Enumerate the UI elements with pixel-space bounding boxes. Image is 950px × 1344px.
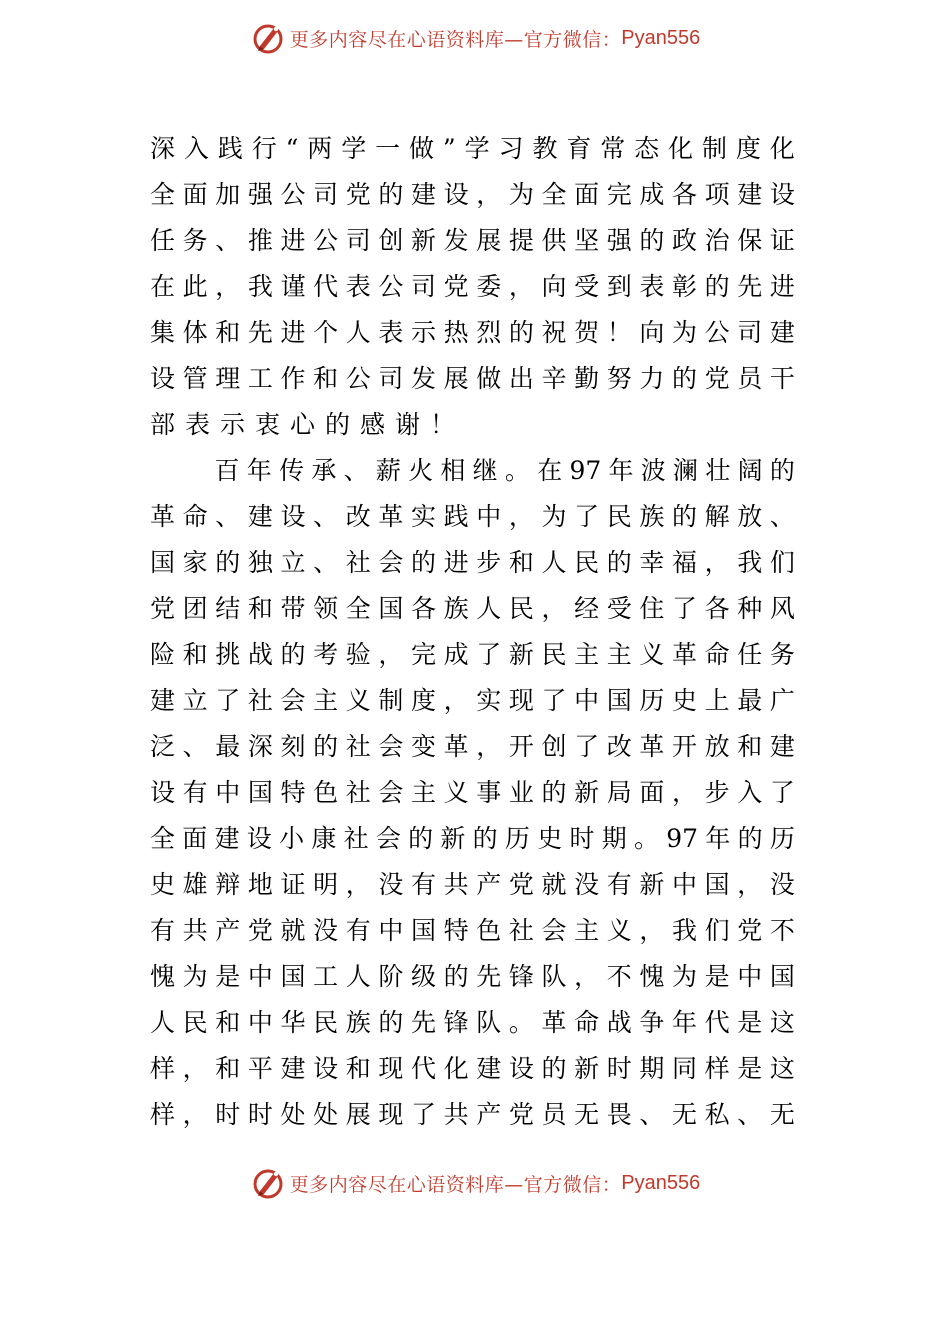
text-line: 史 雄 辩 地 证 明 ， 没 有 共 产 党 就 没 有 新 中 国 ， 没 — [150, 870, 795, 899]
text-line: 部表示衷心的感谢！ — [150, 410, 466, 439]
text-line: 人 民 和 中 华 民 族 的 先 锋 队 。 革 命 战 争 年 代 是 这 — [150, 1008, 795, 1037]
text-line: 全 面 加 强 公 司 党 的 建 设 ， 为 全 面 完 成 各 项 建 设 — [150, 180, 795, 209]
text-line: 党 团 结 和 带 领 全 国 各 族 人 民 ， 经 受 住 了 各 种 风 — [150, 594, 795, 623]
document-body — [150, 126, 795, 1138]
header-banner-text: 更多内容尽在心语资料库—官方微信： — [289, 28, 622, 51]
text-line: 百 年 传 承 、 薪 火 相 继 。 在 97 年 波 澜 壮 阔 的 — [214, 456, 795, 485]
text-line: 愧 为 是 中 国 工 人 阶 级 的 先 锋 队 ， 不 愧 为 是 中 国 — [150, 962, 795, 991]
text-line: 有 共 产 党 就 没 有 中 国 特 色 社 会 主 义 ， 我 们 党 不 — [150, 916, 795, 945]
text-line: 任 务 、 推 进 公 司 创 新 发 展 提 供 坚 强 的 政 治 保 证 — [150, 226, 795, 255]
text-line: 建 立 了 社 会 主 义 制 度 ， 实 现 了 中 国 历 史 上 最 广 — [150, 686, 795, 715]
text-line: 设 有 中 国 特 色 社 会 主 义 事 业 的 新 局 面 ， 步 入 了 — [150, 778, 795, 807]
header-wechat-id: Pyan556 — [621, 26, 701, 49]
text-line: 全 面 建 设 小 康 社 会 的 新 的 历 史 时 期 。 97 年 的 历 — [150, 824, 795, 853]
text-line: 险 和 挑 战 的 考 验 ， 完 成 了 新 民 主 主 义 革 命 任 务 — [150, 640, 795, 669]
pen-logo-icon — [250, 1165, 286, 1201]
footer-wechat-id: Pyan556 — [621, 1171, 701, 1194]
header-banner — [0, 18, 950, 58]
text-line: 革 命 、 建 设 、 改 革 实 践 中 ， 为 了 民 族 的 解 放 、 — [150, 502, 795, 531]
footer-banner-text: 更多内容尽在心语资料库—官方微信： — [289, 1173, 622, 1196]
text-line: 设 管 理 工 作 和 公 司 发 展 做 出 辛 勤 努 力 的 党 员 干 — [150, 364, 795, 393]
text-line: 集 体 和 先 进 个 人 表 示 热 烈 的 祝 贺 ！ 向 为 公 司 建 — [150, 318, 795, 347]
text-line: 泛 、 最 深 刻 的 社 会 变 革 ， 开 创 了 改 革 开 放 和 建 — [150, 732, 795, 761]
footer-banner — [0, 1163, 950, 1203]
pen-logo-icon — [250, 20, 286, 56]
text-line: 样 ， 时 时 处 处 展 现 了 共 产 党 员 无 畏 、 无 私 、 无 — [150, 1100, 795, 1129]
text-line: 样 ， 和 平 建 设 和 现 代 化 建 设 的 新 时 期 同 样 是 这 — [150, 1054, 795, 1083]
text-line: 深 入 践 行 “ 两 学 一 做 ” 学 习 教 育 常 态 化 制 度 化 — [150, 134, 795, 163]
text-line: 国 家 的 独 立 、 社 会 的 进 步 和 人 民 的 幸 福 ， 我 们 — [150, 548, 795, 577]
text-line: 在 此 ， 我 谨 代 表 公 司 党 委 ， 向 受 到 表 彰 的 先 进 — [150, 272, 795, 301]
